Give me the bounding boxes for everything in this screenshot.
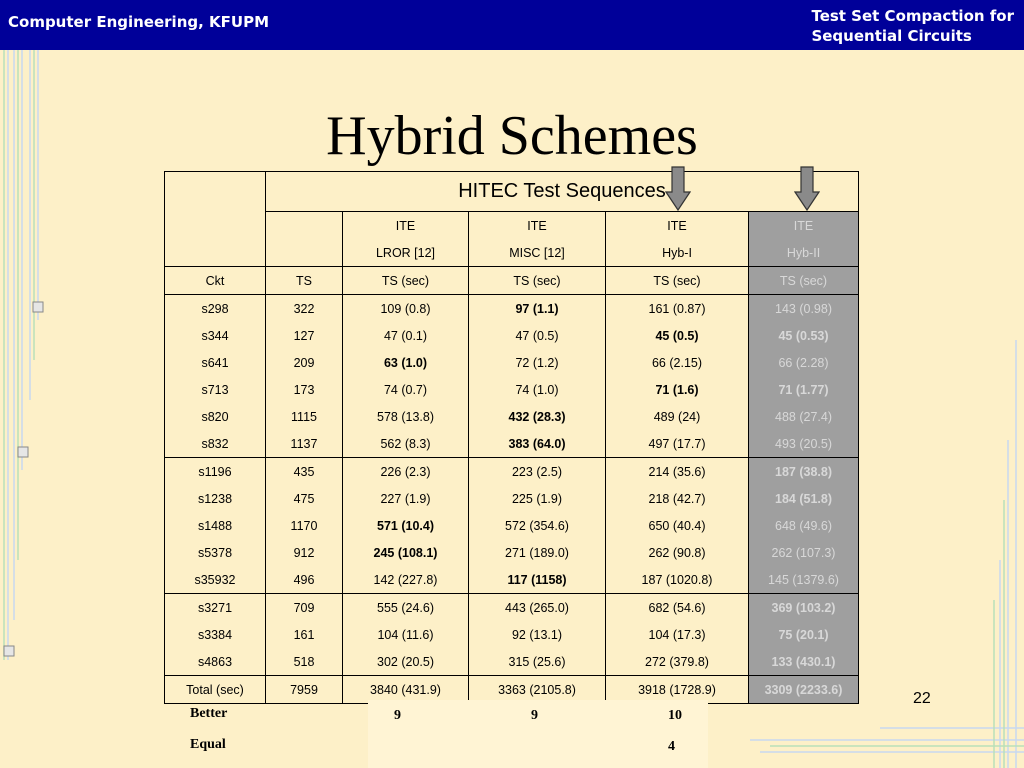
cell-ts: 709 [266,594,343,622]
cell-ts: 1137 [266,430,343,458]
cell-ts: 7959 [266,676,343,704]
cell-ckt: s298 [165,295,266,323]
cell-misc: 117 (1158) [469,566,606,594]
summary-better-misc: 9 [531,708,538,723]
cell-misc: 223 (2.5) [469,458,606,486]
cell-ckt: s1488 [165,512,266,539]
cell-ts: 435 [266,458,343,486]
cell-lror: 571 (10.4) [343,512,469,539]
cell-hyb1: 3918 (1728.9) [606,676,749,704]
table-row [165,512,859,539]
col-header-ts: TS [266,267,343,295]
cell-hyb1: 71 (1.6) [606,376,749,403]
cell-misc: 225 (1.9) [469,485,606,512]
ts-header-empty [266,212,343,267]
summary-shade [368,700,708,768]
method-hyb1-line1: ITE [606,212,749,240]
cell-ckt: s1196 [165,458,266,486]
cell-hyb1: 161 (0.87) [606,295,749,323]
table-row [165,403,859,430]
header-left-text: Computer Engineering, KFUPM [8,13,269,31]
cell-ts: 161 [266,621,343,648]
col-header-hyb2: TS (sec) [749,267,859,295]
cell-hyb2: 66 (2.28) [749,349,859,376]
header-bar [0,0,1024,50]
table-row [165,322,859,349]
cell-lror: 109 (0.8) [343,295,469,323]
cell-misc: 92 (13.1) [469,621,606,648]
cell-hyb1: 262 (90.8) [606,539,749,566]
cell-misc: 383 (64.0) [469,430,606,458]
table-row [165,458,859,486]
slide-title: Hybrid Schemes [326,105,698,167]
cell-ckt: s1238 [165,485,266,512]
cell-ckt: s820 [165,403,266,430]
table-row [165,621,859,648]
table-row [165,485,859,512]
cell-hyb2: 369 (103.2) [749,594,859,622]
cell-misc: 315 (25.6) [469,648,606,676]
cell-hyb2: 184 (51.8) [749,485,859,512]
summary-equal-hyb1: 4 [668,739,675,754]
cell-lror: 302 (20.5) [343,648,469,676]
cell-ts: 496 [266,566,343,594]
method-lror-line2: LROR [12] [343,239,469,267]
cell-lror: 63 (1.0) [343,349,469,376]
cell-misc: 572 (354.6) [469,512,606,539]
cell-ts: 209 [266,349,343,376]
cell-hyb2: 648 (49.6) [749,512,859,539]
table-row [165,594,859,622]
cell-hyb2: 493 (20.5) [749,430,859,458]
cell-misc: 443 (265.0) [469,594,606,622]
cell-lror: 562 (8.3) [343,430,469,458]
cell-hyb2: 3309 (2233.6) [749,676,859,704]
cell-misc: 74 (1.0) [469,376,606,403]
arrow-down-icon [665,166,691,212]
cell-ckt: s3271 [165,594,266,622]
cell-ts: 1115 [266,403,343,430]
summary-better-hyb1: 10 [668,708,682,723]
col-header-ckt: Ckt [165,267,266,295]
method-hyb2-line1: ITE [749,212,859,240]
cell-ckt: s713 [165,376,266,403]
cell-ckt: s3384 [165,621,266,648]
cell-lror: 3840 (431.9) [343,676,469,704]
page-number: 22 [913,690,931,707]
cell-ckt: s5378 [165,539,266,566]
cell-lror: 578 (13.8) [343,403,469,430]
cell-ts: 518 [266,648,343,676]
cell-hyb2: 143 (0.98) [749,295,859,323]
summary-better-lror: 9 [394,708,401,723]
cell-misc: 47 (0.5) [469,322,606,349]
cell-hyb1: 214 (35.6) [606,458,749,486]
cell-hyb1: 104 (17.3) [606,621,749,648]
cell-ts: 475 [266,485,343,512]
summary-better-label: Better [190,706,228,721]
cell-hyb1: 45 (0.5) [606,322,749,349]
cell-lror: 245 (108.1) [343,539,469,566]
table-row [165,295,859,323]
cell-lror: 104 (11.6) [343,621,469,648]
summary-block [168,700,708,768]
cell-ts: 173 [266,376,343,403]
table-row [165,376,859,403]
cell-ts: 322 [266,295,343,323]
summary-equal-label: Equal [190,737,226,752]
cell-lror: 74 (0.7) [343,376,469,403]
cell-hyb2: 187 (38.8) [749,458,859,486]
col-header-misc: TS (sec) [469,267,606,295]
cell-hyb2: 488 (27.4) [749,403,859,430]
cell-misc: 432 (28.3) [469,403,606,430]
header-right-line2: Sequential Circuits [811,27,972,45]
method-lror-line1: ITE [343,212,469,240]
cell-lror: 47 (0.1) [343,322,469,349]
cell-lror: 227 (1.9) [343,485,469,512]
cell-hyb1: 497 (17.7) [606,430,749,458]
method-hyb1-line2: Hyb-I [606,239,749,267]
table-row [165,566,859,594]
cell-hyb2: 45 (0.53) [749,322,859,349]
results-table [164,171,859,704]
cell-misc: 97 (1.1) [469,295,606,323]
method-hyb2-line2: Hyb-II [749,239,859,267]
cell-misc: 72 (1.2) [469,349,606,376]
header-right-line1: Test Set Compaction for [811,7,1014,25]
cell-ckt: s832 [165,430,266,458]
arrow-down-icon [794,166,820,212]
cell-hyb1: 187 (1020.8) [606,566,749,594]
header-right-text [811,6,1014,46]
cell-hyb2: 262 (107.3) [749,539,859,566]
cell-ckt: s344 [165,322,266,349]
cell-ts: 1170 [266,512,343,539]
cell-hyb1: 650 (40.4) [606,512,749,539]
cell-hyb1: 66 (2.15) [606,349,749,376]
cell-ckt: s4863 [165,648,266,676]
cell-ts: 127 [266,322,343,349]
cell-hyb1: 682 (54.6) [606,594,749,622]
cell-lror: 226 (2.3) [343,458,469,486]
cell-hyb2: 75 (20.1) [749,621,859,648]
cell-hyb2: 145 (1379.6) [749,566,859,594]
table-row [165,648,859,676]
table-row [165,430,859,458]
cell-hyb1: 489 (24) [606,403,749,430]
method-misc-line2: MISC [12] [469,239,606,267]
col-header-hyb1: TS (sec) [606,267,749,295]
cell-hyb2: 71 (1.77) [749,376,859,403]
cell-hyb1: 272 (379.8) [606,648,749,676]
empty-corner-cell [165,172,266,267]
cell-lror: 555 (24.6) [343,594,469,622]
table-row [165,349,859,376]
cell-hyb2: 133 (430.1) [749,648,859,676]
cell-hyb1: 218 (42.7) [606,485,749,512]
col-header-lror: TS (sec) [343,267,469,295]
cell-ckt: Total (sec) [165,676,266,704]
cell-ts: 912 [266,539,343,566]
cell-misc: 3363 (2105.8) [469,676,606,704]
group-header: HITEC Test Sequences [266,172,859,212]
cell-ckt: s35932 [165,566,266,594]
table-row [165,539,859,566]
cell-lror: 142 (227.8) [343,566,469,594]
method-misc-line1: ITE [469,212,606,240]
cell-misc: 271 (189.0) [469,539,606,566]
cell-ckt: s641 [165,349,266,376]
